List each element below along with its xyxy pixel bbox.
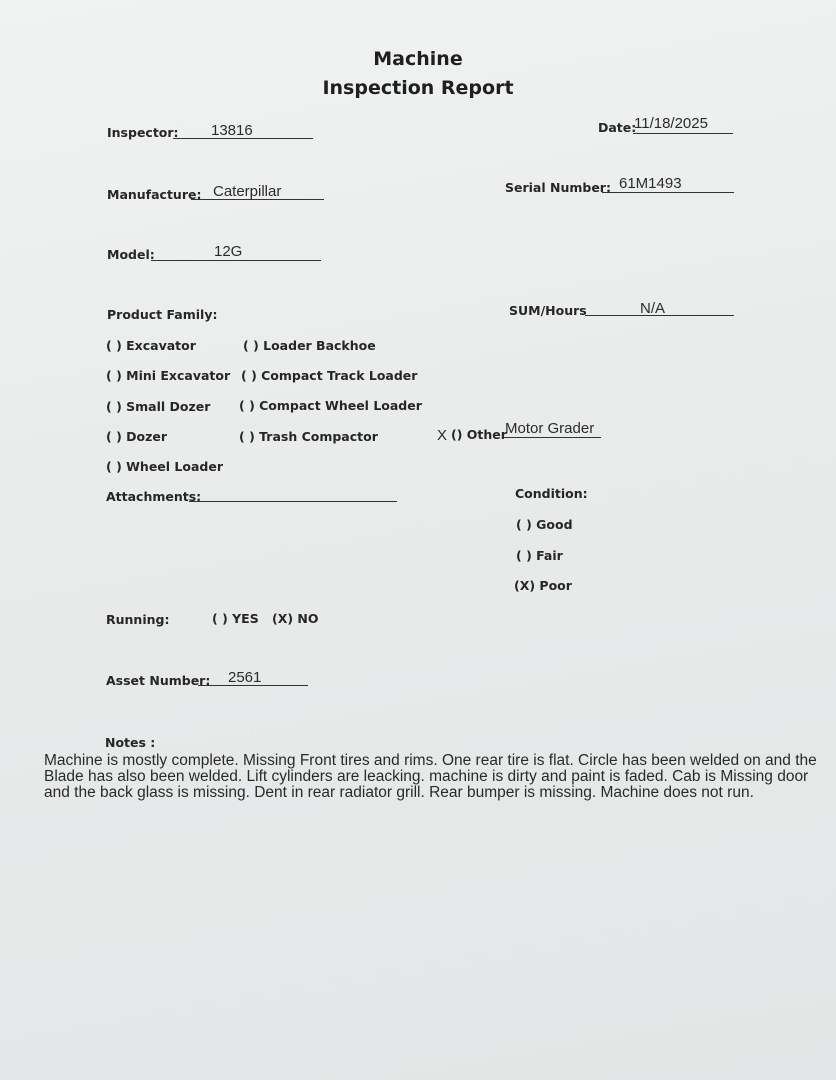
running-no[interactable]: (X) NO xyxy=(272,611,319,626)
notes-text[interactable]: Machine is mostly complete. Missing Front tires and rims. One rear tire is flat. Circle has been welded on and the Blade has also been welded. Lift cylinders are leacking. machine is dirty and paint is faded. Cab is Missing door and the back glass is missing. Dent in rear radiator grill. Rear bumper is missing. Machine does not run. xyxy=(44,752,817,801)
other-line xyxy=(503,437,601,438)
condition-good[interactable]: ( ) Good xyxy=(516,517,573,532)
condition-fair[interactable]: ( ) Fair xyxy=(516,548,563,563)
model-label: Model: xyxy=(107,247,155,262)
option-excavator[interactable]: ( ) Excavator xyxy=(106,338,196,353)
attachments-label: Attachments: xyxy=(106,489,202,504)
manufacture-value[interactable]: Caterpillar xyxy=(213,183,282,200)
serial-number-line xyxy=(602,192,734,193)
manufacture-label: Manufacture: xyxy=(107,187,202,202)
option-wheel-loader[interactable]: ( ) Wheel Loader xyxy=(106,459,223,474)
date-line xyxy=(633,133,733,134)
sum-hours-label: SUM/Hours xyxy=(509,303,587,318)
option-other-label[interactable]: () Other xyxy=(451,427,507,442)
date-value[interactable]: 11/18/2025 xyxy=(634,115,708,132)
model-value[interactable]: 12G xyxy=(214,243,243,260)
date-label: Date: xyxy=(598,120,637,135)
notes-label: Notes : xyxy=(105,735,156,750)
other-check-mark: X xyxy=(437,427,448,444)
running-yes[interactable]: ( ) YES xyxy=(212,611,259,626)
option-compact-wheel-loader[interactable]: ( ) Compact Wheel Loader xyxy=(239,398,422,413)
report-title-line1: Machine xyxy=(373,48,463,70)
serial-number-value[interactable]: 61M1493 xyxy=(619,175,682,192)
option-trash-compactor[interactable]: ( ) Trash Compactor xyxy=(239,429,378,444)
option-compact-track-loader[interactable]: ( ) Compact Track Loader xyxy=(241,368,418,383)
inspector-value[interactable]: 13816 xyxy=(211,122,253,139)
serial-number-label: Serial Number: xyxy=(505,180,611,195)
other-value[interactable]: Motor Grader xyxy=(505,420,595,437)
product-family-label: Product Family: xyxy=(107,307,218,322)
sum-hours-value[interactable]: N/A xyxy=(640,300,666,317)
asset-number-label: Asset Number: xyxy=(106,673,211,688)
option-loader-backhoe[interactable]: ( ) Loader Backhoe xyxy=(243,338,376,353)
condition-label: Condition: xyxy=(515,486,588,501)
condition-poor[interactable]: (X) Poor xyxy=(514,578,572,593)
model-line xyxy=(151,260,321,261)
option-small-dozer[interactable]: ( ) Small Dozer xyxy=(106,399,211,414)
attachments-line xyxy=(189,501,397,502)
report-title-line2: Inspection Report xyxy=(322,77,514,99)
inspector-label: Inspector: xyxy=(107,125,179,140)
asset-number-value[interactable]: 2561 xyxy=(228,669,262,686)
option-dozer[interactable]: ( ) Dozer xyxy=(106,429,168,444)
option-mini-excavator[interactable]: ( ) Mini Excavator xyxy=(106,368,231,383)
running-label: Running: xyxy=(106,612,170,627)
